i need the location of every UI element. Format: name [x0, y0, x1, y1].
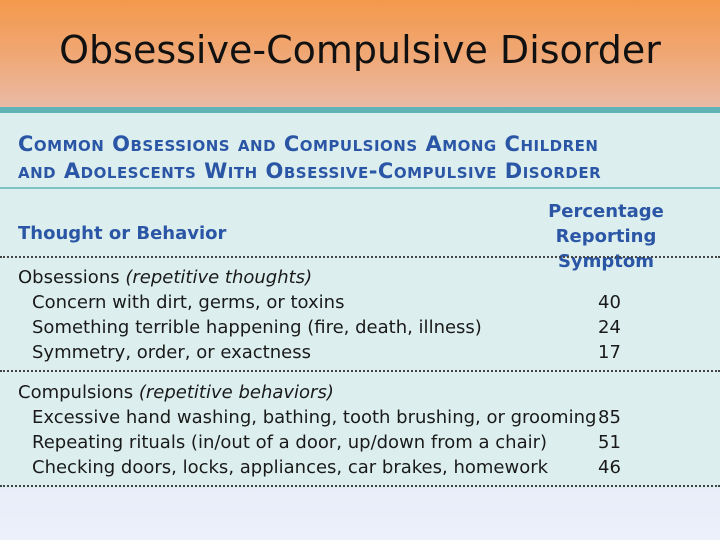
table-row-value: 85: [598, 407, 621, 428]
table-row: Concern with dirt, germs, or toxins: [32, 292, 345, 313]
section-label-compulsions: [18, 382, 334, 403]
section-label-obsessions: [18, 267, 312, 288]
section-name: Obsessions: [18, 267, 120, 288]
table-row-value: 40: [598, 292, 621, 313]
header-divider: [0, 256, 720, 258]
column-header-thought: Thought or Behavior: [18, 223, 227, 244]
slide-title: Obsessive-Compulsive Disorder: [59, 28, 661, 72]
table-row-value: 24: [598, 317, 621, 338]
column-header-percentage-line1: Percentage Reporting: [548, 201, 664, 247]
table-top-rule: [0, 107, 720, 113]
table-title-line2: and Adolescents With Obsessive-Compulsive Disorder: [18, 159, 602, 183]
title-divider: [0, 187, 720, 189]
symptom-table: [0, 107, 720, 488]
table-row: Checking doors, locks, appliances, car brakes, homework: [32, 457, 549, 478]
section-note: (repetitive behaviors): [138, 382, 334, 403]
table-row: Symmetry, order, or exactness: [32, 342, 311, 363]
table-bottom-rule: [0, 485, 720, 487]
table-row-value: 46: [598, 457, 621, 478]
table-row: Repeating rituals (in/out of a door, up/down from a chair): [32, 432, 548, 453]
table-row: Excessive hand washing, bathing, tooth brushing, or grooming: [32, 407, 597, 428]
column-header-percentage-line2: Symptom: [557, 251, 655, 272]
column-header-percentage: [496, 199, 716, 274]
table-title-line1: Common Obsessions and Compulsions Among Children: [18, 132, 599, 156]
section-divider: [0, 370, 720, 372]
section-name: Compulsions: [18, 382, 134, 403]
table-row-value: 51: [598, 432, 621, 453]
section-note: (repetitive thoughts): [125, 267, 313, 288]
table-row: Something terrible happening (fire, death, illness): [32, 317, 482, 338]
table-title: [18, 131, 708, 185]
table-row-value: 17: [598, 342, 621, 363]
